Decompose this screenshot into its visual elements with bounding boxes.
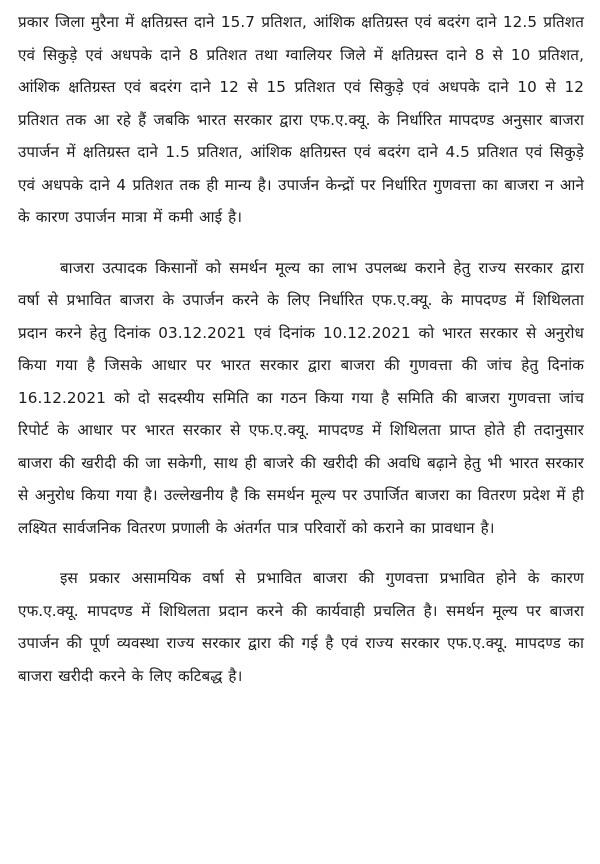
paragraph-quality-norms: प्रकार जिला मुरैना में क्षतिग्रस्त दाने 15.7 प्रतिशत, आंशिक क्षतिग्रस्त एवं बदरंग दाने 12.5 प्रतिशत एवं सिकुड़े एवं अधपके दाने 8 प्रतिशत तथा ग्वालियर जिले में क्षतिग्रस्त दाने 8 से 10 प्रतिशत, आंशिक क्षतिग्रस्त एवं बदरंग दाने 12 से 15 प्रतिशत एवं सिकुड़े एवं अधपके दाने 10 से 12 प्रतिशत तक आ रहे हैं जबकि भारत सरकार द्वारा एफ.ए.क्यू. के निर्धारित मापदण्ड अनुसार बाजरा उपार्जन में क्षतिग्रस्त दाने 1.5 प्रतिशत, आंशिक क्षतिग्रस्त एवं बदरंग दाने 4.5 प्रतिशत एवं सिकुड़े एवं अधपके दाने 4 प्रतिशत तक ही मान्य है। उपार्जन केन्द्रों पर निर्धारित गुणवत्ता का बाजरा न आने के कारण उपार्जन मात्रा में कमी आई है। bbox=[18, 13, 584, 226]
paragraph-conclusion: इस प्रकार असामयिक वर्षा से प्रभावित बाजरा की गुणवत्ता प्रभावित होने के कारण एफ.ए.क्यू. मापदण्ड में शिथिलता प्रदान करने की कार्यवाही प्रचलित है। समर्थन मूल्य पर बाजरा उपार्जन की पूर्ण व्यवस्था राज्य सरकार द्वारा की गई है एवं राज्य सरकार एफ.ए.क्यू. मापदण्ड का बाजरा खरीदी करने के लिए कटिबद्ध है। bbox=[18, 569, 584, 685]
paragraph-faq-relaxation-request: बाजरा उत्पादक किसानों को समर्थन मूल्य का लाभ उपलब्ध कराने हेतु राज्य सरकार द्वारा वर्षा से प्रभावित बाजरा के उपार्जन करने के लिए निर्धारित एफ.ए.क्यू. के मापदण्ड में शिथिलता प्रदान करने हेतु दिनांक 03.12.2021 एवं दिनांक 10.12.2021 को भारत सरकार से अनुरोध किया गया है जिसके आधार पर भारत सरकार द्वारा बाजरा की गुणवत्ता की जांच हेतु दिनांक 16.12.2021 को दो सदस्यीय समिति का गठन किया गया है समिति की बाजरा गुणवत्ता जांच रिपोर्ट के आधार पर भारत सरकार से एफ.ए.क्यू. मापदण्ड में शिथिलता प्राप्त होते ही तदानुसार बाजरा की खरीदी की जा सकेगी, साथ ही बाजरे की खरीदी की अवधि बढ़ाने हेतु भी भारत सरकार से अनुरोध किया गया है। उल्लेखनीय है कि समर्थन मूल्य पर उपार्जित बाजरा का वितरण प्रदेश में ही लक्ष्यित सार्वजनिक वितरण प्रणाली के अंतर्गत पात्र परिवारों को कराने का प्रावधान है। bbox=[18, 258, 584, 537]
